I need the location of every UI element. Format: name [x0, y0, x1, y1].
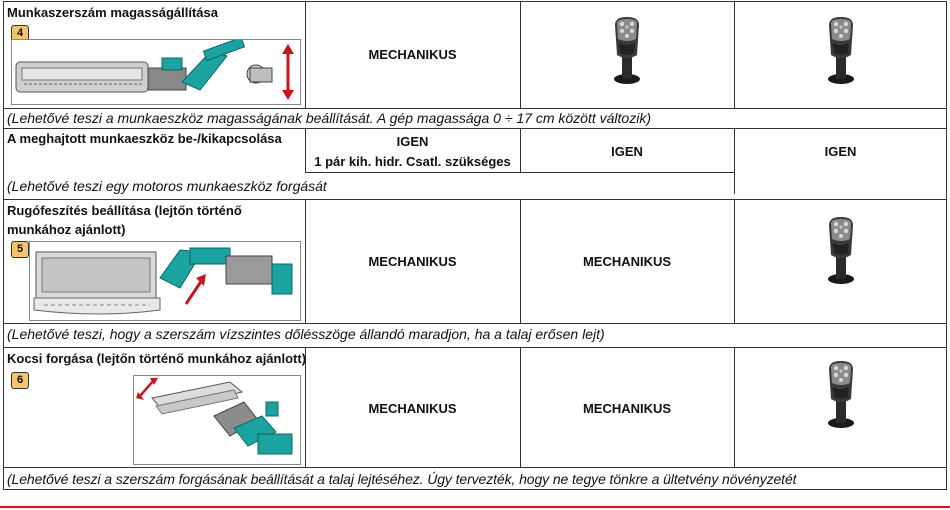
row-divider [3, 108, 947, 109]
hydraulic-requirement-label: 1 pár kih. hidr. Csatl. szükséges [314, 154, 511, 169]
row-divider [3, 467, 947, 468]
col-divider [734, 128, 735, 194]
row-divider [305, 172, 734, 173]
mechanical-label: MECHANIKUS [582, 254, 672, 269]
row-title: Kocsi forgása (lejtőn történő munkához ajánlott) [7, 351, 307, 366]
row-note: (Lehetővé teszi a szerszám forgásának beállítását a talaj lejtéséhez. Úgy tervezték, hogy ne tegye tönkre a ültetvény növényzetét [7, 471, 797, 487]
yes-label: IGEN [396, 134, 429, 149]
col-divider [734, 199, 735, 323]
carriage-rotation-illustration [133, 375, 301, 465]
yes-label: IGEN [611, 144, 643, 159]
row-divider [3, 347, 947, 348]
col-divider [734, 1, 735, 108]
row-number-badge: 4 [11, 25, 29, 42]
row-number-badge: 6 [11, 372, 29, 389]
yes-label: IGEN [824, 144, 857, 159]
spring-tension-illustration [29, 241, 301, 321]
row-note: (Lehetővé teszi a munkaeszköz magasságának beállítását. A gép magassága 0 ÷ 17 cm között változik) [7, 110, 651, 126]
row-number-badge: 5 [11, 241, 29, 258]
row-title: munkához ajánlott) [7, 222, 126, 237]
row-divider [3, 199, 947, 200]
col-divider [734, 347, 735, 467]
joystick-icon [821, 215, 861, 285]
joystick-icon [821, 359, 861, 429]
joystick-icon [607, 15, 647, 85]
spec-table [3, 1, 947, 490]
col-divider [520, 1, 521, 108]
footer-accent-line [0, 506, 950, 508]
row-title: A meghajtott munkaeszköz be-/kikapcsolása [7, 131, 282, 146]
row-note: (Lehetővé teszi, hogy a szerszám vízszintes dőlésszöge állandó maradjon, ha a talaj erősen lejt) [7, 326, 605, 342]
height-adjust-illustration [11, 39, 301, 105]
mechanical-label: MECHANIKUS [368, 47, 457, 62]
mechanical-label: MECHANIKUS [582, 401, 672, 416]
row-note: (Lehetővé teszi egy motoros munkaeszköz forgását [7, 178, 327, 194]
row-title: Munkaszerszám magasságállítása [7, 5, 218, 20]
row-title: Rugófeszítés beállítása (lejtőn történő [7, 203, 242, 218]
row-divider [3, 323, 947, 324]
mechanical-label: MECHANIKUS [368, 401, 457, 416]
mechanical-label: MECHANIKUS [368, 254, 457, 269]
joystick-icon [821, 15, 861, 85]
